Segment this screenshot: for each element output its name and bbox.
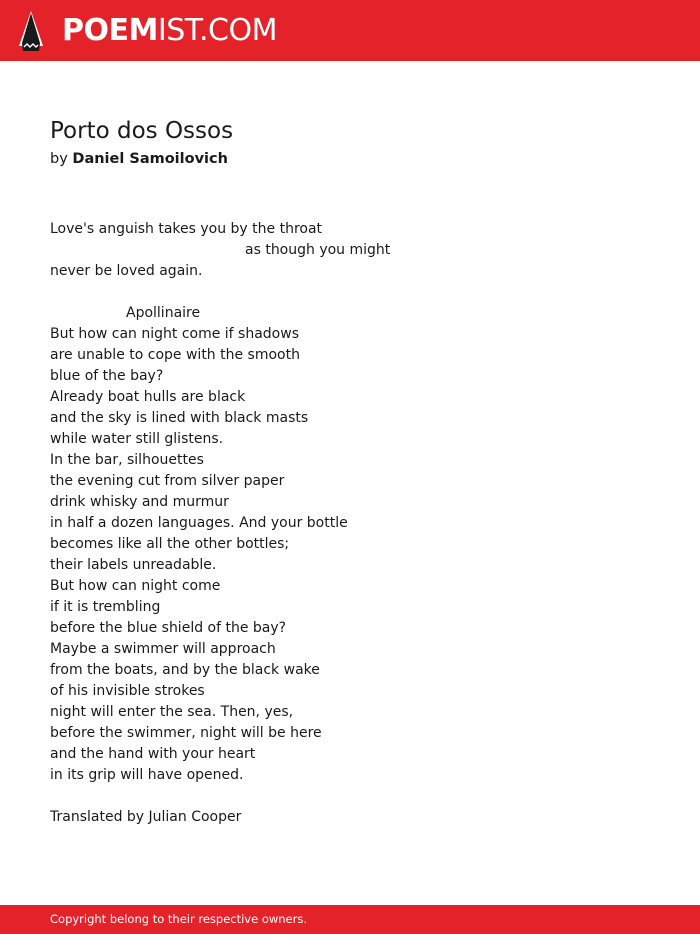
poem-line: and the hand with your heart (50, 746, 256, 762)
epigraph-attribution: Apollinaire (126, 305, 201, 321)
poem-line: Maybe a swimmer will approach (50, 641, 276, 657)
poem-line: blue of the bay? (50, 368, 164, 384)
logo-text-bold: POEM (62, 13, 158, 48)
poem-line: becomes like all the other bottles; (50, 536, 290, 552)
poem-line: night will enter the sea. Then, yes, (50, 704, 294, 720)
poem-line: are unable to cope with the smooth (50, 347, 300, 363)
site-header (0, 0, 700, 61)
poem-line: as though you might (245, 242, 391, 258)
poem-line: before the swimmer, night will be here (50, 725, 322, 741)
author-name: Daniel Samoilovich (72, 151, 228, 167)
logo-text-light: IST.COM (157, 13, 277, 48)
by-label: by (50, 151, 68, 167)
poem-line: from the boats, and by the black wake (50, 662, 320, 678)
poem-line: never be loved again. (50, 263, 203, 279)
poem-line: before the blue shield of the bay? (50, 620, 287, 636)
poem-line: But how can night come (50, 578, 221, 594)
site-logo[interactable] (62, 11, 277, 51)
copyright-notice: Copyright belong to their respective owners. (50, 912, 308, 926)
poem-line: while water still glistens. (50, 431, 224, 447)
poem-line: their labels unreadable. (50, 557, 217, 573)
translator-credit: Translated by Julian Cooper (50, 809, 242, 825)
stanza-break (50, 282, 390, 303)
poem-title: Porto dos Ossos (50, 118, 234, 144)
poem-line: the evening cut from silver paper (50, 473, 285, 489)
poem-body (50, 219, 390, 828)
poem-byline (50, 149, 228, 169)
poem-line: In the bar, silhouettes (50, 452, 204, 468)
poem-line: drink whisky and murmur (50, 494, 229, 510)
poem-line: But how can night come if shadows (50, 326, 299, 342)
poem-line: and the sky is lined with black masts (50, 410, 309, 426)
poem-line: Already boat hulls are black (50, 389, 246, 405)
poem-line: in half a dozen languages. And your bottle (50, 515, 348, 531)
poem-line: Love's anguish takes you by the throat (50, 221, 323, 237)
poem-line: in its grip will have opened. (50, 767, 244, 783)
poem-line: of his invisible strokes (50, 683, 205, 699)
poem-line: if it is trembling (50, 599, 161, 615)
site-footer (0, 905, 700, 934)
stanza-break (50, 786, 390, 807)
pencil-tip-icon[interactable] (18, 10, 44, 52)
